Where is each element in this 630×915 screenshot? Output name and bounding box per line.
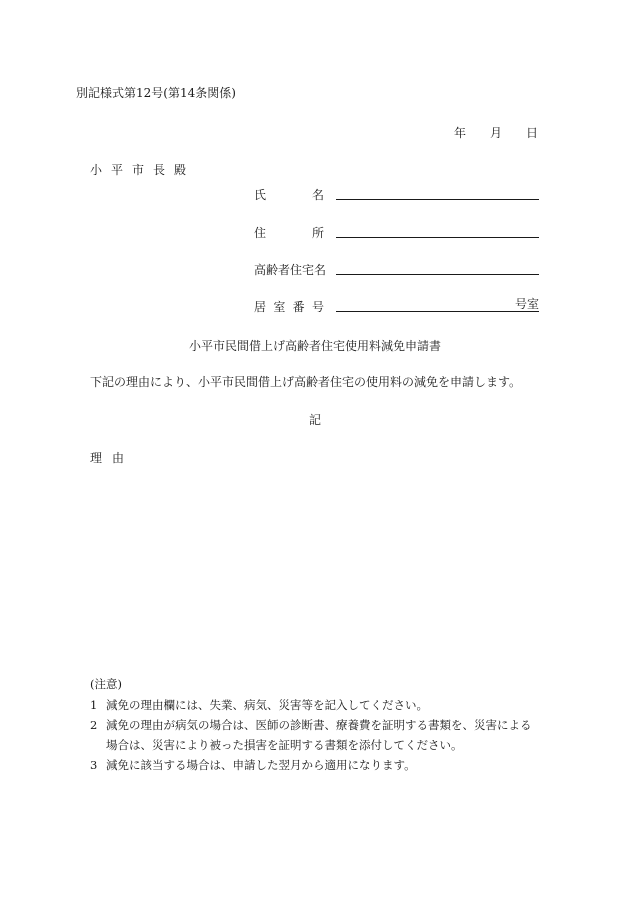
- name-label-char-1: 氏: [254, 188, 267, 202]
- date-day-label: 日: [526, 126, 539, 140]
- date-line: [454, 124, 538, 141]
- address-label-char-2: 所: [311, 226, 324, 240]
- housing-name-label: 高齢者住宅名: [254, 263, 327, 277]
- addressee: 小平市長殿: [90, 163, 196, 177]
- note-text: 減免に該当する場合は、申請した翌月から適用になります。: [106, 758, 416, 772]
- date-year-label: 年: [454, 126, 467, 140]
- address-label-char-1: 住: [254, 226, 267, 240]
- room-label-char-1: 居: [254, 300, 267, 314]
- note-text: 減免の理由欄には、失業、病気、災害等を記入してください。: [106, 698, 428, 712]
- note-number: 2: [90, 718, 98, 732]
- note-text: 減免の理由が病気の場合は、医師の診断書、療養費を証明する書類を、災害による: [106, 718, 532, 732]
- document-title: 小平市民間借上げ高齢者住宅使用料減免申請書: [188, 339, 441, 353]
- room-number-input-line[interactable]: [336, 311, 539, 312]
- room-number-label: [254, 298, 324, 315]
- note-item: [90, 715, 532, 735]
- room-number-suffix: 号室: [514, 297, 539, 311]
- name-label: [254, 186, 324, 203]
- date-month-label: 月: [490, 126, 503, 140]
- note-item: [90, 695, 532, 715]
- housing-name-input-line[interactable]: [336, 274, 539, 275]
- note-item: [90, 755, 532, 775]
- note-number: 1: [90, 698, 98, 712]
- address-label: [254, 224, 324, 241]
- address-input-line[interactable]: [336, 237, 539, 238]
- ki-heading: 記: [308, 413, 321, 427]
- reason-label: 理由: [90, 451, 135, 465]
- name-input-line[interactable]: [336, 199, 539, 200]
- room-label-char-4: 号: [311, 300, 324, 314]
- room-label-char-2: 室: [273, 300, 286, 314]
- form-number: 別記様式第12号(第14条関係): [76, 86, 236, 100]
- note-number: 3: [90, 758, 98, 772]
- name-label-char-2: 名: [311, 188, 324, 202]
- notes-heading: (注意): [90, 677, 122, 691]
- intro-text: 下記の理由により、小平市民間借上げ高齢者住宅の使用料の減免を申請します。: [90, 375, 522, 389]
- room-label-char-3: 番: [292, 300, 305, 314]
- note-text-continuation: 場合は、災害により被った損害を証明する書類を添付してください。: [106, 738, 463, 752]
- notes-section: [90, 674, 532, 775]
